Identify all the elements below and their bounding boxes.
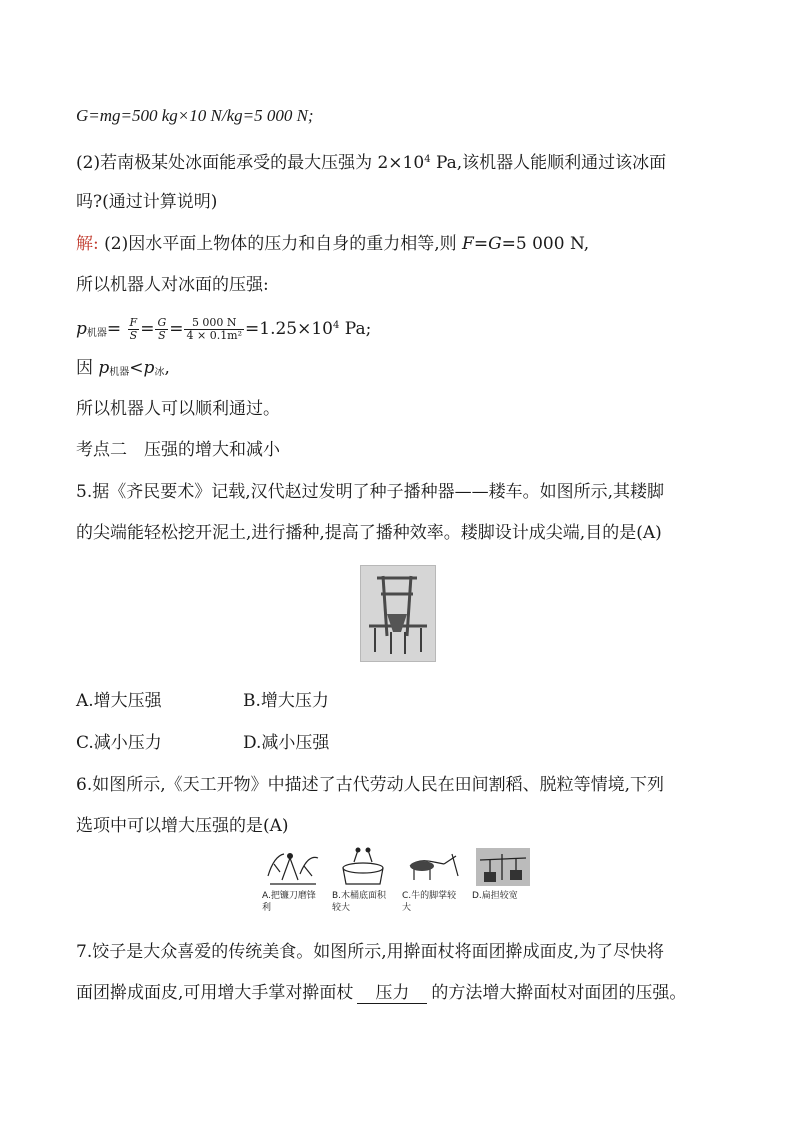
illustration-a (262, 846, 324, 918)
question-5-option-c: C.减小压力 (76, 733, 162, 753)
caption-d: D.扁担较宽 (472, 891, 518, 901)
answer-blank: 压力 (357, 983, 427, 1004)
question-6-line1: 6.如图所示,《天工开物》中描述了古代劳动人民在田间割稻、脱粒等情境,下列 (76, 775, 665, 795)
question-5-option-d: D.减小压强 (243, 733, 330, 753)
solution-conclusion: 所以机器人可以顺利通过。 (76, 399, 280, 419)
illustration-b (332, 846, 394, 918)
formula-gravity (76, 105, 314, 127)
section-heading: 考点二 压强的增大和减小 (76, 440, 280, 460)
ox-illustration (404, 846, 462, 888)
question-5-option-b: B.增大压力 (243, 691, 329, 711)
illustration-d (472, 846, 534, 918)
question-5-line1: 5.据《齐民要术》记载,汉代赵过发明了种子播种器——耧车。如图所示,其耧脚 (76, 482, 665, 502)
fraction-g-over-s: $\frac{G}{S}$ (157, 316, 167, 342)
caption-b: B.木桶底面积较大 (332, 891, 387, 913)
seeder-photo (360, 565, 436, 662)
caption-c: C.牛的脚掌较大 (402, 891, 457, 913)
pressure-formula: $p_{机器}=$ $\frac{F}{S}$ = $\frac{G}{S}$ = $\frac{5 000 N}{\text{4 × 0.1m²}}$ $=1.25\times 10^4$ Pa; (76, 316, 372, 342)
fraction-numeric: $\frac{5 000 N}{\text{4 × 0.1m²}}$ (186, 316, 243, 342)
question-7-line2: 面团擀成面皮,可用增大手掌对擀面杖 压力 的方法增大擀面杖对面团的压强。 (76, 983, 687, 1003)
caption-a: A.把镰刀磨锋利 (262, 891, 316, 913)
solution-line2: 所以机器人对冰面的压强: (76, 275, 269, 295)
sickle-illustration (264, 846, 322, 888)
question-part2-line1: (2)若南极某处冰面能承受的最大压强为 $2\times 10^4$ Pa,该机器人能顺利通过该冰面 (76, 153, 667, 173)
question-7-line1: 7.饺子是大众喜爱的传统美食。如图所示,用擀面杖将面团擀成面皮,为了尽快将 (76, 942, 665, 962)
question-part2-line2: 吗?(通过计算说明) (76, 192, 218, 212)
gravity-equation: G=mg=500 kg×10 N/kg=5 000 N; (76, 106, 314, 125)
barrel-illustration (334, 846, 392, 888)
tiangong-illustrations (262, 846, 534, 918)
question-5-line2: 的尖端能轻松挖开泥土,进行播种,提高了播种效率。耧脚设计成尖端,目的是(A) (76, 523, 662, 543)
question-6-line2: 选项中可以增大压强的是(A) (76, 816, 289, 836)
solution-label: 解: (76, 234, 99, 254)
fraction-f-over-s: $\frac{F}{S}$ (129, 316, 138, 342)
illustration-c (402, 846, 464, 918)
solution-line1: 解: (2)因水平面上物体的压力和自身的重力相等,则 F=G=5 000 N, (76, 234, 590, 254)
question-5-option-a: A.增大压强 (76, 691, 162, 711)
carrying-pole-illustration (474, 846, 532, 888)
comparison-line: 因 $p_{机器}<p_冰$, (76, 358, 170, 378)
